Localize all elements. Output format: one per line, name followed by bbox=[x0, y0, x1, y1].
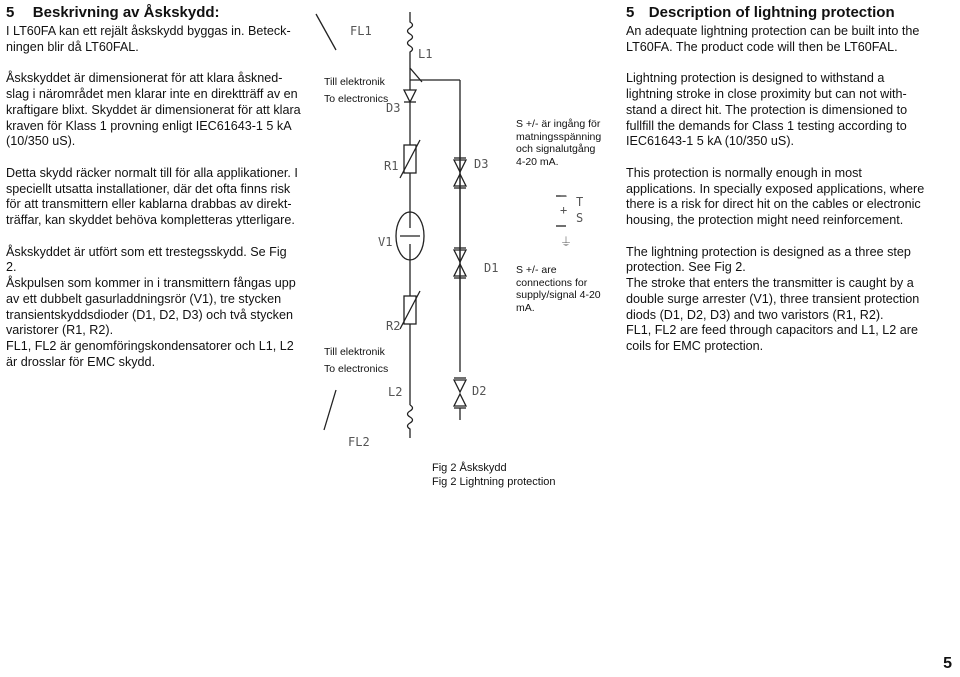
input-lead-top bbox=[316, 14, 336, 50]
figure-2 bbox=[310, 0, 630, 495]
right-section-title: Description of lightning protection bbox=[648, 4, 895, 21]
left-column bbox=[6, 4, 312, 370]
label-t: T bbox=[576, 195, 584, 209]
left-intro: I LT60FA kan ett rejält åskskydd byggas in. Beteck- ningen blir då LT60FAL. bbox=[6, 24, 291, 54]
left-paragraph-2: Detta skydd räcker normalt till för alla applikationer. I speciellt utsatta installationer, där det ofta finns risk för att transmittern eller kablarna drabbas av direkt- träffar, kan skyddet behöva kompletteras ytterligare. bbox=[6, 165, 298, 228]
label-d2: D2 bbox=[472, 384, 487, 398]
coil-l2 bbox=[408, 405, 413, 438]
label-d3-middle: D3 bbox=[474, 157, 489, 171]
input-lead-bottom bbox=[324, 390, 336, 430]
right-intro: An adequate lightning protection can be built into the LT60FA. The product code will then be LT60FAL. bbox=[626, 24, 920, 54]
right-paragraph-1: Lightning protection is designed to withstand a lightning stroke in close proximity but can not with- stand a direct hit. The protection is dimensioned to fullfill the demands for Class 1 testing according to IEC61643-1 5 kA (10/350 uS). bbox=[626, 71, 908, 149]
label-s: S bbox=[576, 211, 584, 225]
figure-caption: Fig 2 Åskskydd Fig 2 Lightning protection bbox=[432, 462, 556, 488]
label-r2: R2 bbox=[386, 319, 401, 333]
label-l1: L1 bbox=[418, 47, 433, 61]
label-fl1: FL1 bbox=[350, 24, 372, 38]
label-d3-top: D3 bbox=[386, 101, 401, 115]
left-section-number: 5 bbox=[6, 4, 15, 21]
diode-d2-1 bbox=[454, 380, 466, 392]
label-r1: R1 bbox=[384, 159, 399, 173]
to-electronics-bottom: Till elektronik To electronics bbox=[324, 346, 389, 375]
circuit-diagram bbox=[310, 0, 630, 495]
ground-icon: ⏚ bbox=[560, 235, 573, 249]
note-swedish: S +/- är ingång för matningsspänning och signalutgång 4-20 mA. bbox=[516, 118, 602, 168]
right-paragraph-3: The lightning protection is designed as a three step protection. See Fig 2. The stroke that enters the transmitter is caught by a double surge arrester (V1), three transient protection diods (D1, D2, D3) and two varistors (R1, R2). FL1, FL2 are feed through capacitors and L1, L2 are coils for EMC protection. bbox=[626, 244, 920, 353]
right-section-number: 5 bbox=[626, 4, 635, 21]
page-number: 5 bbox=[943, 655, 952, 672]
to-electronics-top: Till elektronik To electronics bbox=[324, 76, 389, 105]
left-paragraph-1: Åskskyddet är dimensionerat för att klara åskned- slag i närområdet men klarar inte en direktträff av en kraftigare blixt. Skyddet är dimensionerat för att klara kraven för Klass 1 provning enligt IEC61643-1 5 kA (10/350 uS). bbox=[6, 71, 301, 149]
left-section-title: Beskrivning av Åskskydd: bbox=[32, 4, 220, 21]
right-paragraph-2: This protection is normally enough in most applications. In specially exposed applications, where there is a risk for direct hit on the cables or electronic housing, the protection might need reinforcement. bbox=[626, 165, 925, 228]
note-english: S +/- are connections for supply/signal 4-20 mA. bbox=[516, 264, 601, 314]
left-section-heading bbox=[6, 4, 312, 24]
label-plus: + bbox=[560, 203, 568, 217]
label-minus: − bbox=[560, 189, 568, 203]
diode-d2-2 bbox=[454, 394, 466, 406]
label-fl2: FL2 bbox=[348, 435, 370, 449]
label-d1: D1 bbox=[484, 261, 499, 275]
left-paragraph-3: Åskskyddet är utfört som ett trestegsskydd. Se Fig 2. Åskpulsen som kommer in i transmittern fångas upp av ett dubbelt gasurladdningsrör (V1), tre stycken transientskyddsdioder (D1, D2, D3) och två stycken varistorer (R1, R2). FL1, FL2 är genomföringskondensatorer och L1, L2 är drosslar för EMC skydd. bbox=[6, 244, 296, 369]
right-section-heading bbox=[626, 4, 956, 24]
label-l2: L2 bbox=[388, 385, 403, 399]
diode-d3-top bbox=[404, 90, 416, 102]
right-column bbox=[626, 4, 956, 355]
label-v1: V1 bbox=[378, 235, 393, 249]
